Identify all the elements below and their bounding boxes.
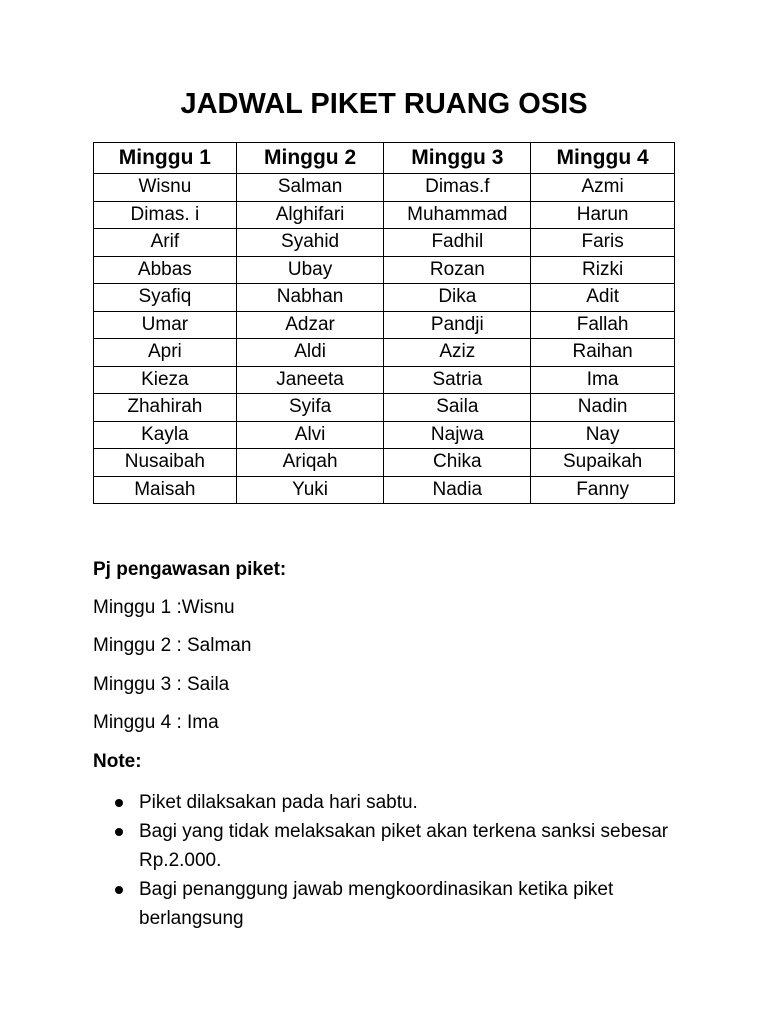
table-cell: Fadhil xyxy=(384,229,531,257)
table-cell: Pandji xyxy=(384,311,531,339)
table-row xyxy=(94,449,675,477)
supervision-heading: Pj pengawasan piket: xyxy=(93,559,287,580)
table-cell: Muhammad xyxy=(384,201,531,229)
table-cell: Aldi xyxy=(236,339,384,367)
table-cell: Zhahirah xyxy=(94,394,237,422)
column-header-minggu-4: Minggu 4 xyxy=(531,143,675,174)
table-row xyxy=(94,394,675,422)
table-cell: Dimas. i xyxy=(94,201,237,229)
table-row xyxy=(94,229,675,257)
table-cell: Nusaibah xyxy=(94,449,237,477)
table-cell: Yuki xyxy=(236,476,384,504)
table-cell: Fallah xyxy=(531,311,675,339)
table-row xyxy=(94,366,675,394)
table-cell: Syahid xyxy=(236,229,384,257)
table-cell: Fanny xyxy=(531,476,675,504)
column-header-minggu-3: Minggu 3 xyxy=(384,143,531,174)
supervision-line-minggu-1: Minggu 1 :Wisnu xyxy=(93,597,235,618)
table-cell: Dimas.f xyxy=(384,174,531,202)
table-cell: Ariqah xyxy=(236,449,384,477)
table-cell: Nay xyxy=(531,421,675,449)
bullet-icon xyxy=(115,799,123,807)
table-header-row xyxy=(94,143,675,174)
table-cell: Ubay xyxy=(236,256,384,284)
note-list xyxy=(93,788,693,933)
table-cell: Ima xyxy=(531,366,675,394)
table-cell: Saila xyxy=(384,394,531,422)
column-header-minggu-1: Minggu 1 xyxy=(94,143,237,174)
table-cell: Umar xyxy=(94,311,237,339)
table-row xyxy=(94,476,675,504)
table-cell: Salman xyxy=(236,174,384,202)
table-cell: Raihan xyxy=(531,339,675,367)
table-cell: Alghifari xyxy=(236,201,384,229)
column-header-minggu-2: Minggu 2 xyxy=(236,143,384,174)
table-row xyxy=(94,311,675,339)
table-cell: Satria xyxy=(384,366,531,394)
table-cell: Abbas xyxy=(94,256,237,284)
note-item-text: Bagi penanggung jawab mengkoordinasikan ketika piket berlangsung xyxy=(139,879,614,929)
note-heading: Note: xyxy=(93,751,142,772)
table-cell: Harun xyxy=(531,201,675,229)
bullet-icon xyxy=(115,828,123,836)
table-cell: Arif xyxy=(94,229,237,257)
table-cell: Nadin xyxy=(531,394,675,422)
table-row xyxy=(94,339,675,367)
table-cell: Rizki xyxy=(531,256,675,284)
list-item xyxy=(93,875,693,933)
table-cell: Adit xyxy=(531,284,675,312)
table-cell: Najwa xyxy=(384,421,531,449)
table-cell: Nabhan xyxy=(236,284,384,312)
table-cell: Syafiq xyxy=(94,284,237,312)
table-cell: Supaikah xyxy=(531,449,675,477)
table-cell: Syifa xyxy=(236,394,384,422)
schedule-table xyxy=(93,142,675,504)
supervision-line-minggu-3: Minggu 3 : Saila xyxy=(93,674,230,695)
table-cell: Faris xyxy=(531,229,675,257)
table-row xyxy=(94,284,675,312)
note-item-text: Piket dilaksakan pada hari sabtu. xyxy=(139,792,418,813)
table-cell: Nadia xyxy=(384,476,531,504)
table-cell: Alvi xyxy=(236,421,384,449)
table-row xyxy=(94,256,675,284)
bullet-icon xyxy=(115,886,123,894)
table-cell: Azmi xyxy=(531,174,675,202)
table-cell: Maisah xyxy=(94,476,237,504)
note-item-text: Bagi yang tidak melaksakan piket akan terkena sanksi sebesar Rp.2.000. xyxy=(139,821,669,871)
supervision-line-minggu-4: Minggu 4 : Ima xyxy=(93,712,219,733)
table-cell: Wisnu xyxy=(94,174,237,202)
supervision-line-minggu-2: Minggu 2 : Salman xyxy=(93,635,252,656)
page-title: JADWAL PIKET RUANG OSIS xyxy=(180,88,588,120)
table-cell: Adzar xyxy=(236,311,384,339)
table-cell: Kayla xyxy=(94,421,237,449)
table-cell: Aziz xyxy=(384,339,531,367)
list-item xyxy=(93,817,693,875)
table-cell: Rozan xyxy=(384,256,531,284)
table-row xyxy=(94,421,675,449)
table-row xyxy=(94,201,675,229)
list-item xyxy=(93,788,693,817)
table-cell: Chika xyxy=(384,449,531,477)
table-cell: Kieza xyxy=(94,366,237,394)
table-cell: Dika xyxy=(384,284,531,312)
table-cell: Apri xyxy=(94,339,237,367)
table-cell: Janeeta xyxy=(236,366,384,394)
table-row xyxy=(94,174,675,202)
